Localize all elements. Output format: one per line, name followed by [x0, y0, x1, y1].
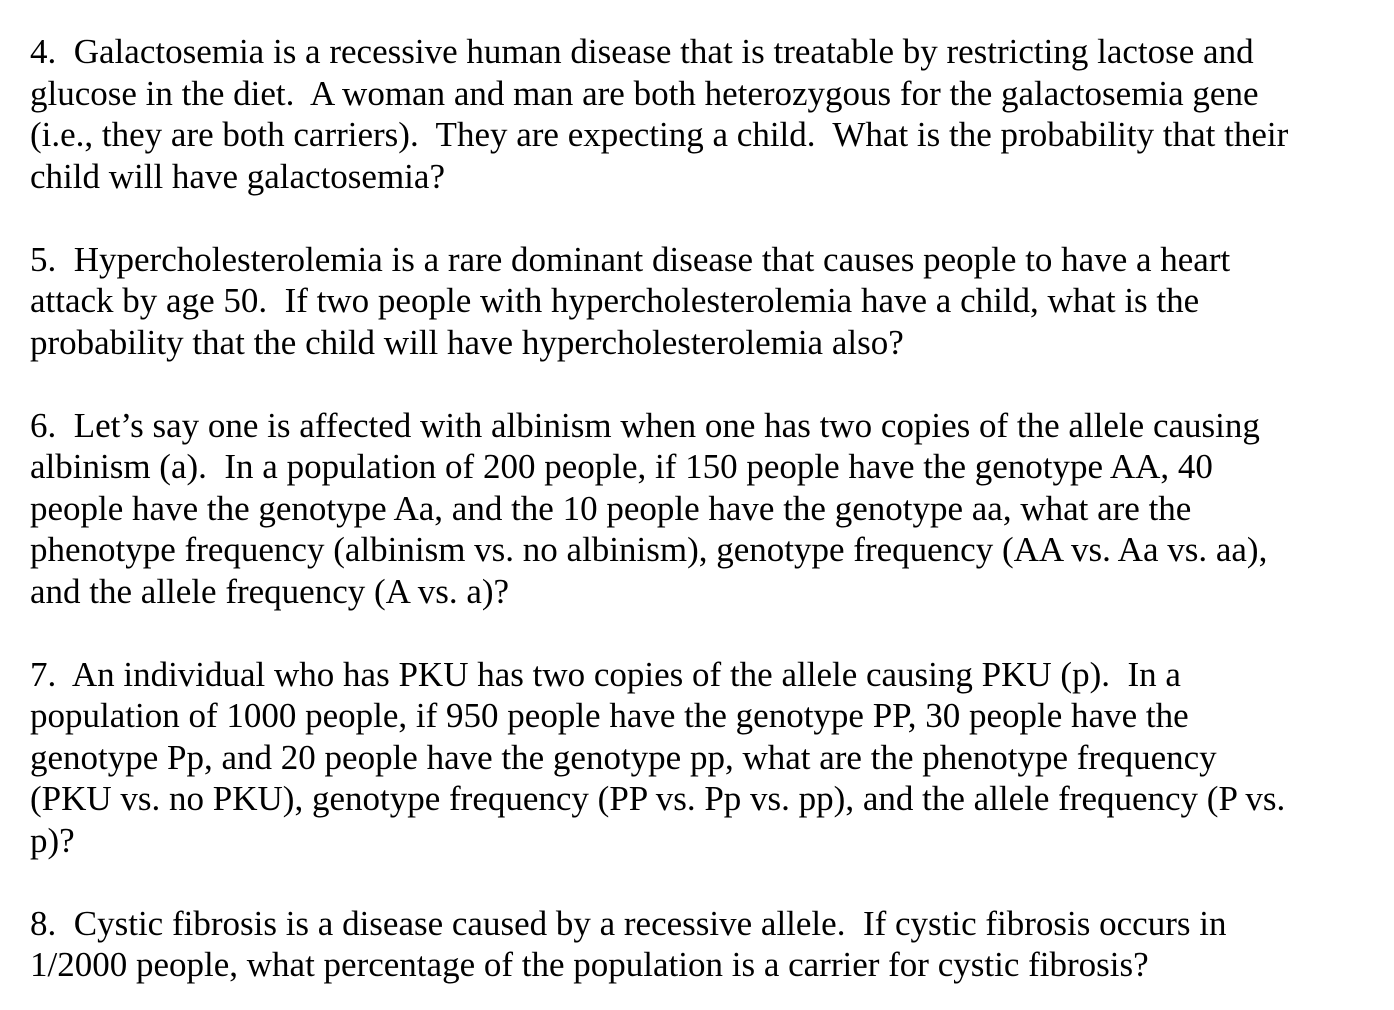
- question-4-line-1: 4. Galactosemia is a recessive human disease that is treatable by restricting lactose and: [30, 32, 1254, 71]
- question-4-line-2: glucose in the diet. A woman and man are both heterozygous for the galactosemia gene: [30, 73, 1259, 113]
- question-4-line-3: (i.e., they are both carriers). They are expecting a child. What is the probability that their: [30, 115, 1289, 154]
- question-5-line-2: attack by age 50. If two people with hypercholesterolemia have a child, what is the: [30, 281, 1200, 320]
- question-7-line-2: population of 1000 people, if 950 people have the genotype PP, 30 people have the: [30, 696, 1189, 735]
- question-6-line-4: phenotype frequency (albinism vs. no albinism), genotype frequency (AA vs. Aa vs. aa),: [30, 530, 1268, 569]
- question-5: [30, 239, 1370, 364]
- document-body: [30, 31, 1370, 986]
- question-4-line-4: child will have galactosemia?: [30, 156, 445, 196]
- question-5-line-1: 5. Hypercholesterolemia is a rare dominant disease that causes people to have a heart: [30, 239, 1231, 279]
- question-6-line-5: and the allele frequency (A vs. a)?: [30, 571, 510, 611]
- question-4: [30, 31, 1370, 197]
- question-6-line-1: 6. Let’s say one is affected with albinism when one has two copies of the allele causing: [30, 405, 1260, 445]
- question-7: [30, 654, 1370, 862]
- question-8-line-2: 1/2000 people, what percentage of the population is a carrier for cystic fibrosis?: [30, 945, 1149, 984]
- question-7-line-5: p)?: [30, 820, 75, 860]
- question-7-line-3: genotype Pp, and 20 people have the genotype pp, what are the phenotype frequency: [30, 737, 1217, 777]
- question-8: [30, 903, 1370, 986]
- question-8-line-1: 8. Cystic fibrosis is a disease caused by a recessive allele. If cystic fibrosis occurs in: [30, 903, 1227, 943]
- question-6-line-2: albinism (a). In a population of 200 people, if 150 people have the genotype AA, 40: [30, 447, 1213, 486]
- question-7-line-4: (PKU vs. no PKU), genotype frequency (PP vs. Pp vs. pp), and the allele frequency (P vs.: [30, 779, 1286, 818]
- question-5-line-3: probability that the child will have hypercholesterolemia also?: [30, 322, 904, 362]
- question-7-line-1: 7. An individual who has PKU has two copies of the allele causing PKU (p). In a: [30, 654, 1181, 694]
- question-6-line-3: people have the genotype Aa, and the 10 people have the genotype aa, what are the: [30, 488, 1192, 528]
- question-6: [30, 405, 1370, 613]
